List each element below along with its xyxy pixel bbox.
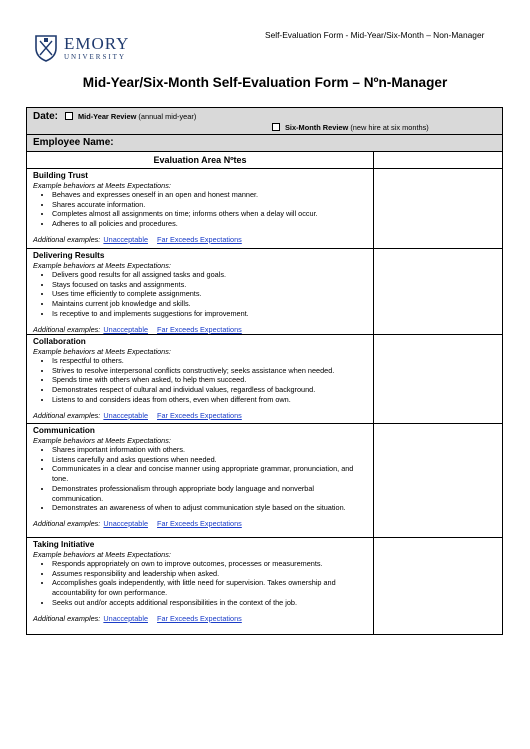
far-exceeds-link[interactable]: Far Exceeds Expectations <box>157 234 242 244</box>
notes-cell[interactable] <box>374 335 502 423</box>
unacceptable-link[interactable]: Unacceptable <box>103 410 148 420</box>
midyear-note: (annual mid-year) <box>138 112 197 121</box>
behavior-bullet: • Responds appropriately on own to improve outcomes, processes or measurements. <box>52 559 367 569</box>
far-exceeds-link[interactable]: Far Exceeds Expectations <box>157 613 242 623</box>
behavior-bullet: • Strives to resolve interpersonal conflicts constructively; seeks assistance when needed. <box>52 366 367 376</box>
midyear-label: Mid-Year Review <box>78 112 137 121</box>
behavior-bullet: • Is respectful to others. <box>52 356 367 366</box>
additional-examples-label: Additional examples: <box>33 324 101 334</box>
evaluation-section <box>27 538 502 634</box>
evaluation-area-cell <box>27 424 374 537</box>
behavior-bullet: • Adheres to all policies and procedures. <box>52 219 367 229</box>
additional-examples <box>33 519 367 528</box>
behavior-bullet: • Demonstrates professionalism through appropriate body language and nonverbal communication. <box>52 484 367 503</box>
additional-examples <box>33 235 367 244</box>
evaluation-section <box>27 424 502 538</box>
section-subtitle: Example behaviors at Meets Expectations: <box>33 181 171 190</box>
behavior-bullet: • Uses time efficiently to complete assignments. <box>52 289 367 299</box>
behavior-bullet: • Delivers good results for all assigned tasks and goals. <box>52 270 367 280</box>
date-row <box>27 108 502 135</box>
evaluation-area-cell <box>27 538 374 634</box>
additional-examples-label: Additional examples: <box>33 234 101 244</box>
employee-name-row[interactable] <box>27 135 502 152</box>
section-title: Taking Initiative <box>33 540 95 549</box>
sixmonth-note: (new hire at six months) <box>350 123 429 132</box>
behavior-list <box>33 270 367 319</box>
behavior-bullet: • Shares accurate information. <box>52 200 367 210</box>
page-title: Mid-Year/Six-Month Self-Evaluation Form – Nºn-Manager <box>82 75 448 90</box>
behavior-bullet: • Seeks out and/or accepts additional responsibilities in the context of the job. <box>52 598 367 608</box>
evaluation-area-cell <box>27 169 374 248</box>
behavior-bullet: • Assumes responsibility and leadership when asked. <box>52 569 367 579</box>
section-title: Collaboration <box>33 337 86 346</box>
document-label: Self-Evaluation Form - Mid-Year/Six-Month – Non-Manager <box>265 30 485 40</box>
date-label: Date: <box>33 111 59 122</box>
evaluation-section <box>27 249 502 335</box>
unacceptable-link[interactable]: Unacceptable <box>103 234 148 244</box>
midyear-checkbox[interactable] <box>65 112 73 120</box>
evaluation-area-cell <box>27 335 374 423</box>
behavior-bullet: • Maintains current job knowledge and skills. <box>52 299 367 309</box>
behavior-bullet: • Is receptive to and implements suggestions for improvement. <box>52 309 367 319</box>
emory-logo <box>34 33 129 63</box>
behavior-list <box>33 356 367 405</box>
section-subtitle: Example behaviors at Meets Expectations: <box>33 347 171 356</box>
evaluation-header-row <box>27 152 502 169</box>
section-subtitle: Example behaviors at Meets Expectations: <box>33 550 171 559</box>
sixmonth-label: Six-Month Review <box>285 123 349 132</box>
logo-name: EMORY <box>64 34 130 53</box>
notes-cell[interactable] <box>374 249 502 334</box>
evaluation-area-cell <box>27 249 374 334</box>
far-exceeds-link[interactable]: Far Exceeds Expectations <box>157 410 242 420</box>
additional-examples-label: Additional examples: <box>33 518 101 528</box>
evaluation-section <box>27 169 502 249</box>
behavior-bullet: • Spends time with others when asked, to help them succeed. <box>52 375 367 385</box>
notes-header-cell <box>374 152 502 168</box>
evaluation-header: Evaluation Area Nºtes <box>27 152 374 168</box>
additional-examples <box>33 614 367 623</box>
behavior-bullet: • Behaves and expresses oneself in an open and honest manner. <box>52 190 367 200</box>
far-exceeds-link[interactable]: Far Exceeds Expectations <box>157 324 242 334</box>
additional-examples-label: Additional examples: <box>33 613 101 623</box>
notes-cell[interactable] <box>374 424 502 537</box>
behavior-bullet: • Shares important information with others. <box>52 445 367 455</box>
notes-cell[interactable] <box>374 169 502 248</box>
additional-examples <box>33 325 367 334</box>
unacceptable-link[interactable]: Unacceptable <box>103 324 148 334</box>
employee-name-label: Employee Name: <box>33 137 114 148</box>
section-subtitle: Example behaviors at Meets Expectations: <box>33 261 171 270</box>
unacceptable-link[interactable]: Unacceptable <box>103 518 148 528</box>
behavior-list <box>33 559 367 608</box>
midyear-option[interactable] <box>65 112 196 121</box>
sixmonth-option[interactable] <box>272 123 429 132</box>
section-title: Communication <box>33 426 95 435</box>
emory-shield-icon <box>34 34 58 62</box>
behavior-bullet: • Accomplishes goals independently, with little need for supervision. Takes ownership and accountability for own performance. <box>52 578 367 597</box>
behavior-bullet: • Completes almost all assignments on time; informs others when a delay will occur. <box>52 209 367 219</box>
notes-cell[interactable] <box>374 538 502 634</box>
section-subtitle: Example behaviors at Meets Expectations: <box>33 436 171 445</box>
evaluation-section <box>27 335 502 424</box>
section-title: Building Trust <box>33 171 89 180</box>
behavior-list <box>33 445 367 513</box>
section-title: Delivering Results <box>33 251 105 260</box>
logo-subtitle: UNIVERSITY <box>64 53 126 61</box>
behavior-bullet: • Demonstrates an awareness of when to adjust communication style based on the situation. <box>52 503 367 513</box>
behavior-bullet: • Listens carefully and asks questions when needed. <box>52 455 367 465</box>
behavior-bullet: • Demonstrates respect of cultural and individual values, regardless of background. <box>52 385 367 395</box>
evaluation-form <box>26 107 503 635</box>
behavior-bullet: • Stays focused on tasks and assignments. <box>52 280 367 290</box>
behavior-list <box>33 190 367 229</box>
behavior-bullet: • Listens to and considers ideas from others, even when different from own. <box>52 395 367 405</box>
additional-examples <box>33 411 367 420</box>
additional-examples-label: Additional examples: <box>33 410 101 420</box>
behavior-bullet: • Communicates in a clear and concise manner using appropriate grammar, pronunciation, and tone. <box>52 464 367 483</box>
unacceptable-link[interactable]: Unacceptable <box>103 613 148 623</box>
sixmonth-checkbox[interactable] <box>272 123 280 131</box>
far-exceeds-link[interactable]: Far Exceeds Expectations <box>157 518 242 528</box>
